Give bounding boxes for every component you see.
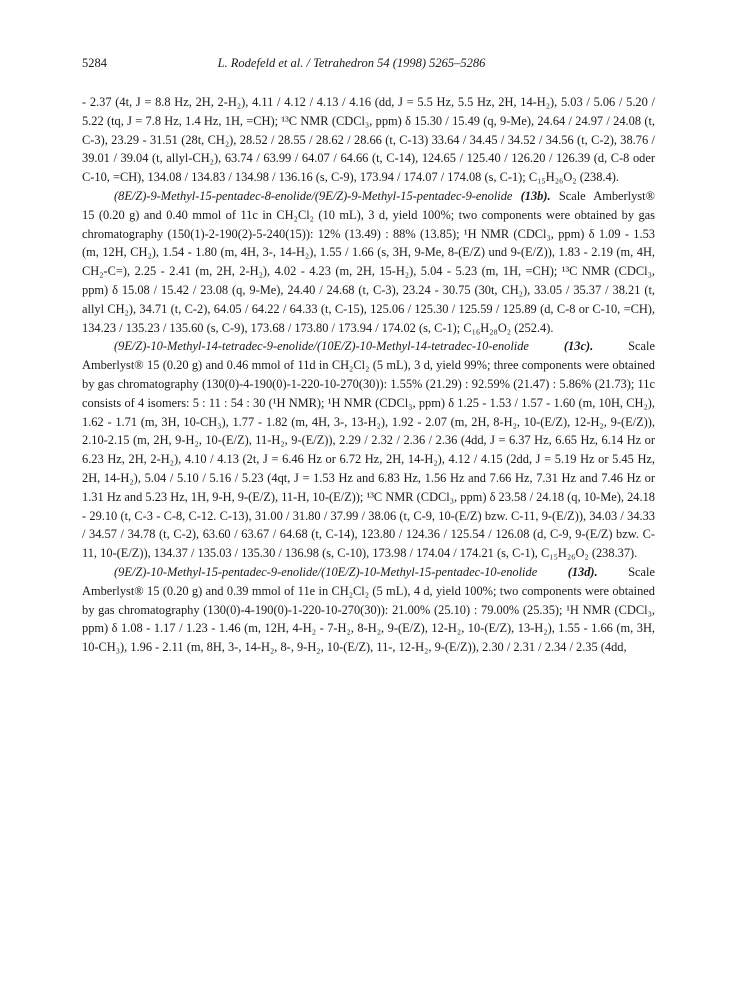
compound-code-13c: (13c). [563,339,594,354]
compound-title-13d: (9E/Z)-10-Methyl-15-pentadec-9-enolide/(10E/Z)-10-Methyl-15-pentadec-10-enolide (13d). [114,564,598,579]
procedure-text-13d: Scale Amberlyst® 15 (0.20 g) and 0.39 mmol of 11e in CH₂Cl₂ (5 mL), 4 d, yield 100%; two components were obtained by gas chromatography (130(0)-4-190(0)-1-220-10-270(30)): 21.00% (25.10) : 79.00% (25.35); ¹H NMR (CDCl₃, ppm) δ 1.08 - 1.17 / 1.23 - 1.46 (m, 12H, 4-H₂ - 7-H₂, 8-H₂, 9-(E/Z), 12-H₂, 10-(E/Z), 13-H₂), 1.55 - 1.66 (m, 3H, 10-CH₃), 1.96 - 2.11 (m, 8H, 3-, 14-H₂, 8-, 9-H₂, 10-(E/Z), 11-, 12-H₂, 9-(E/Z)), 2.30 / 2.31 / 2.34 / 2.35 (4dd, [82,564,655,655]
compound-code-13b: (13b). [520,188,551,203]
compound-code-13d: (13d). [567,564,598,579]
compound-title-13c: (9E/Z)-10-Methyl-14-tetradec-9-enolide/(10E/Z)-10-Methyl-14-tetradec-10-enolide (13c). [114,339,594,354]
paragraph-13c [82,337,655,563]
procedure-text-13b: Scale Amberlyst® 15 (0.20 g) and 0.40 mmol of 11c in CH₂Cl₂ (10 mL), 3 d, yield 100%; two components were obtained by gas chromatography (150(1)-2-190(2)-5-240(15)): 12% (13.49) : 88% (13.85); ¹H NMR (CDCl₃, ppm) δ 1.09 - 1.53 (m, 12H, CH₂), 1.54 - 1.80 (m, 4H, 3-, 14-H₂), 1.55 / 1.66 (s, 3H, 9-Me, 8-(E/Z) und 9-(E/Z)), 1.83 - 2.19 (m, 4H, CH₂-C=), 2.25 - 2.41 (m, 2H, 2-H₂), 4.02 - 4.23 (m, 2H, 15-H₂), 5.04 - 5.23 (m, 1H, =CH); ¹³C NMR (CDCl₃, ppm) δ 15.08 / 15.42 / 23.08 (q, 9-Me), 24.40 / 24.68 (t, C-3), 23.24 - 30.75 (30t, CH₂), 33.05 / 35.37 / 38.21 (t, allyl CH₂), 34.71 (t, C-2), 64.05 / 64.22 / 64.33 (t, C-15), 125.06 / 125.30 / 125.59 / 125.89 (d, C-8 or C-10, =CH), 134.23 / 135.23 / 135.60 (s, C-9), 173.68 / 173.80 / 173.94 / 174.02 (s, C-1); C₁₆H₂₈O₂ (252.4). [82,188,655,335]
article-body [82,93,655,657]
paragraph-13b [82,187,655,337]
running-head: L. Rodefeld et al. / Tetrahedron 54 (1998) 5265–5286 [217,56,486,70]
page-number: 5284 [82,56,107,70]
paragraph-13a-continued: - 2.37 (4t, J = 8.8 Hz, 2H, 2-H₂), 4.11 / 4.12 / 4.13 / 4.16 (dd, J = 5.5 Hz, 5.5 Hz, 2H, 14-H₂), 5.03 / 5.06 / 5.20 / 5.22 (tq, J = 7.8 Hz, 1.4 Hz, 1H, =CH); ¹³C NMR (CDCl₃, ppm) δ 15.30 / 15.49 (q, 9-Me), 24.64 / 24.97 / 24.08 (t, C-3), 23.29 - 31.51 (28t, CH₂), 28.52 / 28.55 / 28.62 / 28.66 (t, C-13) 33.64 / 34.45 / 34.52 / 34.56 (t, C-2), 38.76 / 39.01 / 39.04 (t, allyl-CH₂), 63.74 / 63.99 / 64.07 / 64.66 (t, C-14), 124.65 / 125.40 / 126.20 / 126.39 (d, C-8 oder C-10, =CH), 134.08 / 134.83 / 134.98 / 136.16 (s, C-9), 173.94 / 174.07 / 174.08 (s, C-1); C₁₅H₂₆O₂ (238.4). [82,95,655,185]
compound-title-13b: (8E/Z)-9-Methyl-15-pentadec-8-enolide/(9E/Z)-9-Methyl-15-pentadec-9-enolide (13b). [114,188,551,203]
procedure-text-13c: Scale Amberlyst® 15 (0.20 g) and 0.46 mmol of 11d in CH₂Cl₂ (5 mL), 3 d, yield 99%; three components were obtained by gas chromatography (130(0)-4-190(0)-1-220-10-270(30)): 1.55% (21.29) : 92.59% (21.47) : 5.86% (21.73); 11c consists of 4 isomers: 5 : 11 : 54 : 30 (¹H NMR); ¹H NMR (CDCl₃, ppm) δ 1.25 - 1.53 / 1.57 - 1.60 (m, 10H, CH₂), 1.62 - 1.71 (m, 3H, 10-CH₃), 1.77 - 1.82 (m, 4H, 3-, 13-H₂), 1.92 - 2.07 (m, 2H, 8-H₂, 10-(E/Z), 12-H₂, 9-(E/Z)), 2.10-2.15 (m, 2H, 9-H₂, 10-(E/Z), 11-H₂, 9-(E/Z)), 2.29 / 2.32 / 2.36 / 2.36 (4dd, J = 6.37 Hz, 6.65 Hz, 6.14 Hz or 6.23 Hz, 2H, 2-H₂), 4.10 / 4.13 (2t, J = 6.46 Hz or 6.72 Hz, 2H, 14-H₂), 4.12 / 4.15 (2dd, J = 5.19 Hz or 5.45 Hz, 2H, 14-H₂), 5.04 / 5.10 / 5.16 / 5.23 (4qt, J = 1.53 Hz and 6.83 Hz, 1.56 Hz and 7.66 Hz, 7.31 Hz and 7.46 Hz or 1.31 Hz and 5.23 Hz, 1H, 9-H, 9-(E/Z), 11-H, 10-(E/Z)); ¹³C NMR (CDCl₃, ppm) δ 23.58 / 24.18 (q, 10-Me), 24.18 - 29.10 (t, C-3 - C-8, C-12. C-13), 31.00 / 31.80 / 37.99 / 38.06 (t, C-9, 10-(E/Z) bzw. C-11, 9-(E/Z)), 34.03 / 34.33 / 34.57 / 34.78 (t, C-2), 63.60 / 63.67 / 64.68 (t, C-14), 123.80 / 124.36 / 125.54 / 126.08 (d, C-9, 9-(E/Z) bzw. C-11, 10-(E/Z)), 134.37 / 135.03 / 135.30 / 136.98 (s, C-10), 173.98 / 174.04 / 174.21 (s, C-1), C₁₅H₂₆O₂ (238.37). [82,339,655,561]
paragraph-13d [82,563,655,657]
page-header [82,56,621,74]
